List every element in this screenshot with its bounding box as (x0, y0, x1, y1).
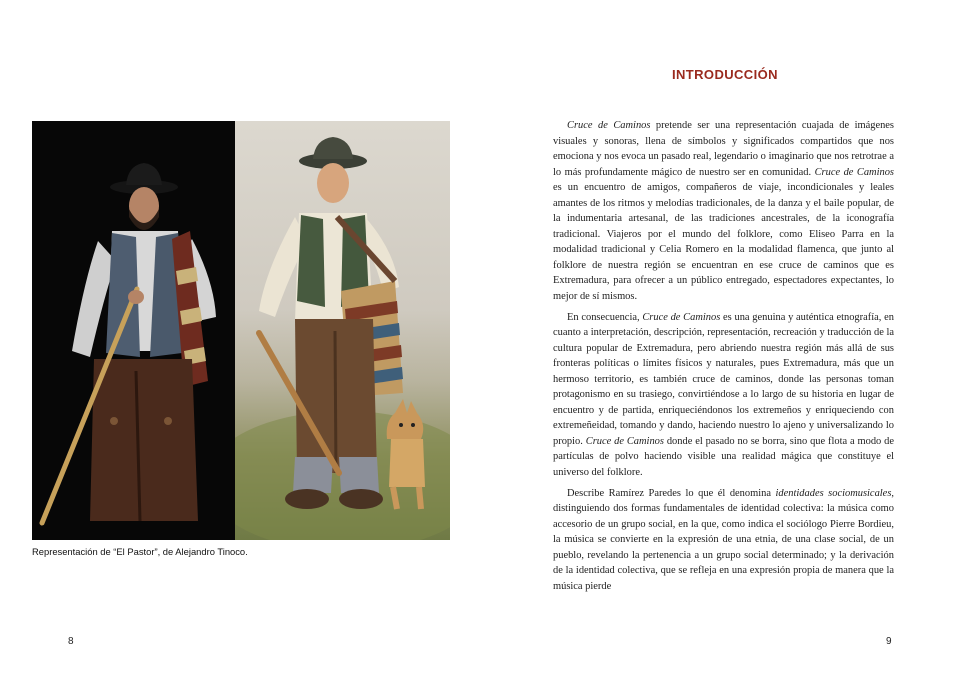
paragraph-3 (553, 486, 894, 595)
page-number-left: 8 (68, 636, 74, 647)
text-run: donde el pasado no se borra, sino que flota a modo de partículas de polvo haciendo visible una realidad mágica que constituye el universo del folklore. (553, 435, 894, 479)
page-number-right: 9 (886, 636, 892, 647)
text-run: Describe Ramírez Paredes lo que él denomina (567, 487, 776, 499)
body-text (553, 118, 894, 599)
paragraph-1 (553, 118, 894, 305)
text-run: Cruce de Caminos (642, 311, 721, 323)
text-run: Cruce de Caminos (814, 166, 894, 178)
paragraph-2 (553, 310, 894, 481)
text-run: identidades sociomusicales (775, 487, 892, 499)
photo-man-in-costume (32, 121, 235, 540)
section-heading: INTRODUCCIÓN (672, 67, 778, 82)
text-run: Cruce de Caminos (585, 435, 664, 447)
text-run: Cruce de Caminos (567, 120, 651, 131)
text-run: En consecuencia, (567, 311, 643, 323)
text-run: pretende ser una representación cuajada de imágenes visuales y sonoras, llena de símbolos y significados compartidos que nos emociona y nos evoca un pasado real, legendario o imaginario que nos retrotrae a lo más profundamente mágico de nuestro ser en comunidad. (553, 120, 894, 178)
el-pastor-photo (32, 121, 450, 540)
photo-caption: Representación de “El Pastor”, de Alejandro Tinoco. (32, 546, 248, 557)
painting-shepherd-boy (235, 121, 450, 540)
text-run: es una genuina y auténtica etnografía, en cuanto a interpretación, descripción, representación, recreación y traducción de la cultura popular de Extremadura, pero abriendo nuestra región más allá de sus fronteras políticas o límites físicos y naturales, pues Extremadura, más que un hermoso territorio, es también cruce de caminos, donde las personas toman protagonismo en su trasiego, convirtiéndose a lo largo de su historia en lugar de encuentro y de partida, enriqueciéndonos los extremeños y enriqueciendo con extremeñeidad, tomando y dando, haciendo nuestro lo ajeno y universalizando lo propio. (553, 311, 894, 447)
right-page (482, 0, 964, 680)
text-run: , distinguiendo dos formas fundamentales de identidad colectiva: la música como accesorio de un grupo social, en la que, como indica el sociólogo Pierre Bordieu, la música se convierte en la expresión de una etnia, de una clase social, de un pueblo, revelando la pertenencia a un grupo social determinado; y la derivación de la identidad colectiva, que se refleja en una expresión propia de manera que la música pierde (553, 487, 894, 592)
text-run: es un encuentro de amigos, compañeros de viaje, incondicionales y leales amantes de los ritmos y melodías tradicionales, de la danza y el baile popular, de la indumentaria artesanal, de las tradiciones ancestrales, de la iconografía tradicional. Viajeros por el mundo del folklore, como Eliseo Parra en la modalidad tradicional y Celia Romero en la modalidad flamenca, que junto al folklore de nuestra región se encuentran en ese cruce de caminos que es Extremadura, para ofrecer a un público entregado, espectadores expectantes, lo mejor de sí mismos. (553, 182, 894, 303)
